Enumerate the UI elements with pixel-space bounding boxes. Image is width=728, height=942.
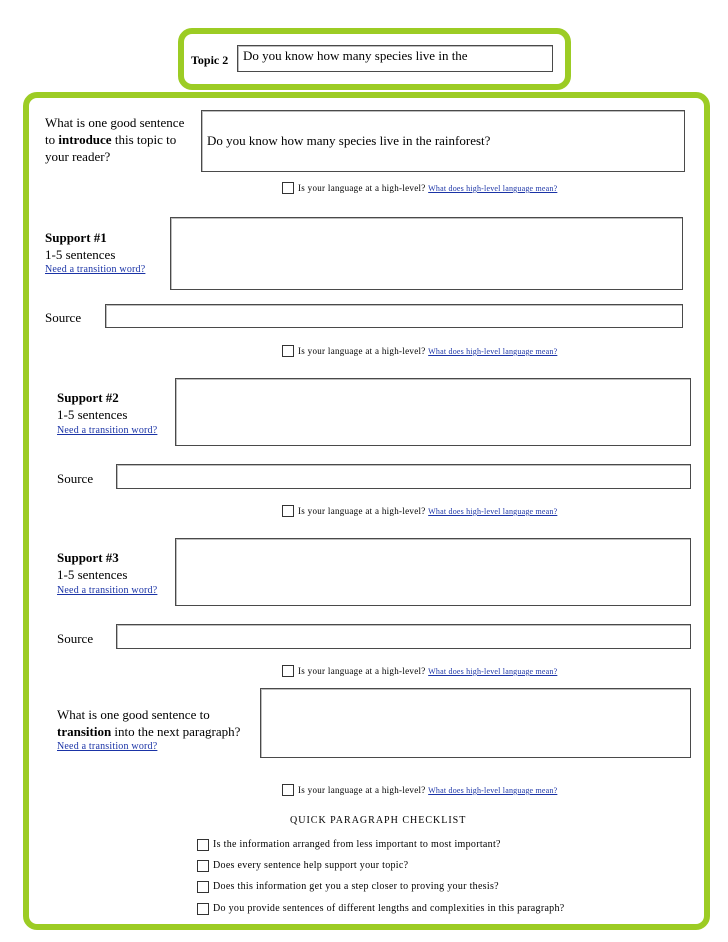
transition-prompt	[57, 706, 240, 740]
highlevel-question-5: Is your language at a high-level?	[298, 785, 426, 795]
support-1-source-label: Source	[45, 310, 82, 325]
support-3-subtitle: 1-5 sentences	[57, 567, 128, 582]
support-2-source-label: Source	[57, 471, 94, 486]
intro-input-value: Do you know how many species live in the rainforest?	[207, 133, 491, 148]
highlevel-question-2: Is your language at a high-level?	[298, 346, 426, 356]
highlevel-checkbox-5[interactable]	[282, 784, 294, 796]
highlevel-checkbox-4[interactable]	[282, 665, 294, 677]
support-1-value	[171, 218, 682, 222]
support-1-label	[45, 229, 115, 263]
highlevel-link-3[interactable]: What does high-level language mean?	[428, 507, 558, 516]
support-1-transition-link[interactable]: Need a transition word?	[45, 264, 146, 275]
checklist-checkbox-3[interactable]	[197, 881, 209, 893]
intro-prompt-line2	[45, 131, 184, 148]
support-1-subtitle: 1-5 sentences	[45, 247, 116, 262]
intro-prompt-prefix: to	[45, 132, 59, 147]
support-3-transition-link[interactable]: Need a transition word?	[57, 585, 158, 596]
checklist-checkbox-4[interactable]	[197, 903, 209, 915]
highlevel-row-3	[298, 506, 557, 516]
support-3-label	[57, 549, 127, 583]
support-2-source-input[interactable]	[116, 464, 691, 489]
support-2-input[interactable]	[175, 378, 691, 446]
support-2-title: Support #2	[57, 390, 119, 405]
support-1-source-value	[106, 305, 682, 309]
support-2-subtitle: 1-5 sentences	[57, 407, 128, 422]
highlevel-link-5[interactable]: What does high-level language mean?	[428, 786, 558, 795]
intro-prompt-suffix: this topic to	[111, 132, 177, 147]
transition-link[interactable]: Need a transition word?	[57, 741, 158, 752]
intro-prompt-line3: your reader?	[45, 149, 111, 164]
highlevel-link-2[interactable]: What does high-level language mean?	[428, 347, 558, 356]
highlevel-question-3: Is your language at a high-level?	[298, 506, 426, 516]
highlevel-link-1[interactable]: What does high-level language mean?	[428, 184, 558, 193]
transition-prompt-suffix: into the next paragraph?	[111, 724, 241, 739]
intro-input[interactable]	[201, 110, 685, 172]
support-2-value	[176, 379, 690, 383]
highlevel-row-2	[298, 346, 557, 356]
highlevel-row-5	[298, 785, 557, 795]
topic-input-value: Do you know how many species live in the	[243, 48, 468, 63]
checklist-checkbox-1[interactable]	[197, 839, 209, 851]
checklist-item-1: Is the information arranged from less important to most important?	[213, 839, 501, 850]
checklist-checkbox-2[interactable]	[197, 860, 209, 872]
support-1-title: Support #1	[45, 230, 107, 245]
highlevel-link-4[interactable]: What does high-level language mean?	[428, 667, 558, 676]
highlevel-checkbox-3[interactable]	[282, 505, 294, 517]
highlevel-checkbox-2[interactable]	[282, 345, 294, 357]
support-3-input[interactable]	[175, 538, 691, 606]
support-2-transition-link[interactable]: Need a transition word?	[57, 425, 158, 436]
support-3-title: Support #3	[57, 550, 119, 565]
topic-input[interactable]	[237, 45, 553, 72]
support-3-source-label: Source	[57, 631, 94, 646]
highlevel-question-1: Is your language at a high-level?	[298, 183, 426, 193]
transition-prompt-line2	[57, 723, 240, 740]
support-1-source-input[interactable]	[105, 304, 683, 328]
transition-input[interactable]	[260, 688, 691, 758]
intro-prompt	[45, 114, 184, 165]
support-3-source-value	[117, 625, 690, 629]
support-3-source-input[interactable]	[116, 624, 691, 649]
topic-label: Topic 2	[191, 53, 229, 67]
transition-prompt-bold: transition	[57, 724, 112, 739]
highlevel-checkbox-1[interactable]	[282, 182, 294, 194]
checklist-item-4: Do you provide sentences of different lengths and complexities in this paragraph?	[213, 903, 565, 914]
checklist-title: QUICK PARAGRAPH CHECKLIST	[290, 815, 467, 826]
transition-prompt-line1: What is one good sentence to	[57, 707, 210, 722]
support-2-label	[57, 389, 127, 423]
support-3-value	[176, 539, 690, 543]
intro-prompt-bold: introduce	[58, 132, 112, 147]
highlevel-row-4	[298, 666, 557, 676]
intro-prompt-line1: What is one good sentence	[45, 115, 185, 130]
highlevel-question-4: Is your language at a high-level?	[298, 666, 426, 676]
transition-value	[261, 689, 690, 693]
highlevel-row-1	[298, 183, 557, 193]
checklist-item-2: Does every sentence help support your topic?	[213, 860, 409, 871]
support-2-source-value	[117, 465, 690, 469]
support-1-input[interactable]	[170, 217, 683, 290]
checklist-item-3: Does this information get you a step closer to proving your thesis?	[213, 881, 499, 892]
